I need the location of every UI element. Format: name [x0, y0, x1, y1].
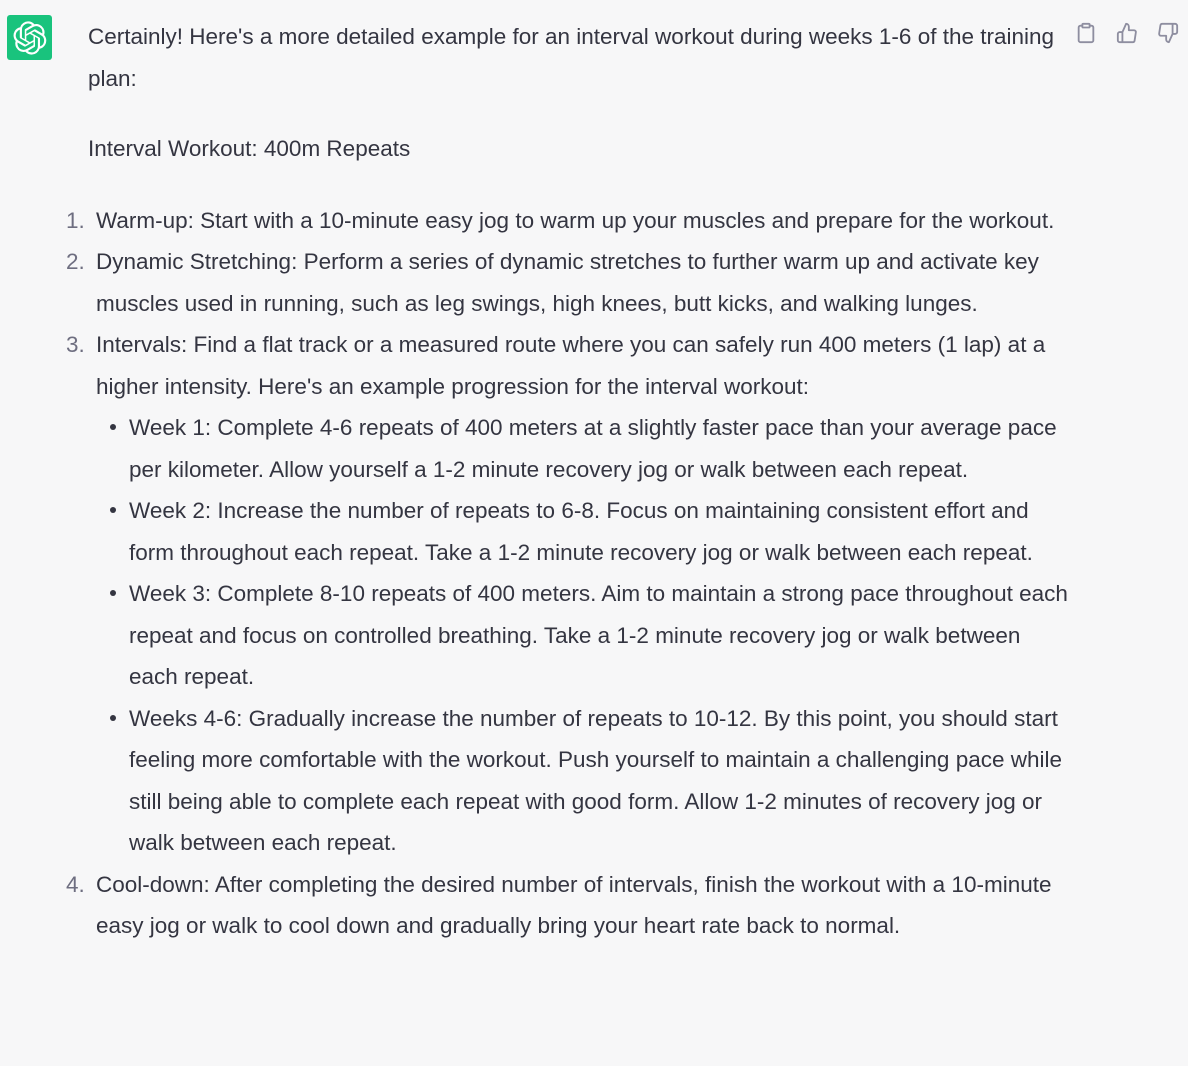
workout-heading: Interval Workout: 400m Repeats: [88, 136, 411, 161]
thumbs-up-icon: [1116, 22, 1138, 44]
week-3-item: Week 3: Complete 8-10 repeats of 400 meters. Aim to maintain a strong pace throughout each repeat and focus on controlled breathing. Take a 1-2 minute recovery jog or walk between each repeat.: [129, 573, 1068, 698]
step-dynamic-stretching: [66, 241, 1068, 324]
step-text: Cool-down: After completing the desired number of intervals, finish the workout with a 10-minute easy jog or walk to cool down and gradually bring your heart rate back to normal.: [96, 871, 1052, 938]
openai-logo-icon: [13, 21, 47, 55]
step-warm-up: [66, 200, 1068, 242]
weeks-4-6-item: Weeks 4-6: Gradually increase the number of repeats to 10-12. By this point, you should start feeling more comfortable with the workout. Push yourself to maintain a challenging pace while still being able to complete each repeat with good form. Allow 1-2 minutes of recovery jog or walk between each repeat.: [129, 698, 1068, 864]
week-2-item: Week 2: Increase the number of repeats to 6-8. Focus on maintaining consistent effort and form throughout each repeat. Take a 1-2 minute recovery jog or walk between each repeat.: [129, 490, 1068, 573]
message-actions: [1074, 21, 1180, 45]
step-number: 3.: [66, 332, 85, 357]
thumbs-down-icon: [1157, 22, 1179, 44]
copy-button[interactable]: [1074, 21, 1098, 45]
assistant-avatar: [7, 15, 52, 60]
workout-steps: [66, 200, 1068, 947]
message-intro: Certainly! Here's a more detailed example for an interval workout during weeks 1-6 of the training plan:: [88, 24, 1055, 91]
step-number: 1.: [66, 207, 85, 233]
interval-progression-list: [96, 407, 1068, 864]
step-number: 4.: [66, 871, 85, 897]
step-intervals: [66, 324, 1068, 864]
like-button[interactable]: [1115, 21, 1139, 45]
step-text: Dynamic Stretching: Perform a series of dynamic stretches to further warm up and activate key muscles used in running, such as leg swings, high knees, butt kicks, and walking lunges.: [96, 249, 1039, 316]
step-text: Intervals: Find a flat track or a measured route where you can safely run 400 meters (1 lap) at a higher intensity. Here's an example progression for the interval workout:: [96, 332, 1046, 399]
clipboard-icon: [1075, 22, 1097, 44]
step-cool-down: [66, 864, 1068, 947]
step-number: 2.: [66, 249, 85, 274]
step-text: Warm-up: Start with a 10-minute easy jog to warm up your muscles and prepare for the workout.: [96, 207, 1055, 233]
dislike-button[interactable]: [1156, 21, 1180, 45]
week-1-item: Week 1: Complete 4-6 repeats of 400 meters at a slightly faster pace than your average pace per kilometer. Allow yourself a 1-2 minute recovery jog or walk between each repeat.: [129, 407, 1068, 490]
assistant-message: [66, 16, 1068, 947]
